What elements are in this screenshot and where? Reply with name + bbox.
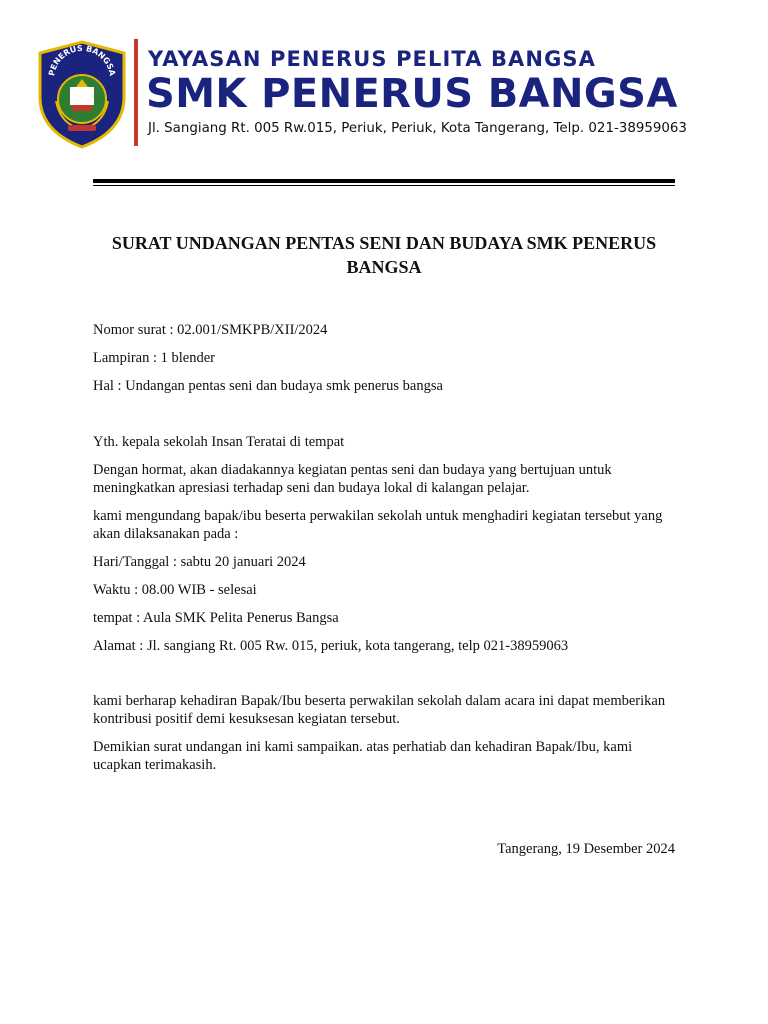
foundation-name: YAYASAN PENERUS PELITA BANGSA xyxy=(148,47,597,71)
letter-attachment: Lampiran : 1 blender xyxy=(93,350,215,366)
place-date: Tangerang, 19 Desember 2024 xyxy=(497,841,675,857)
event-address: Alamat : Jl. sangiang Rt. 005 Rw. 015, periuk, kota tangerang, telp 021-38959063 xyxy=(93,638,569,654)
letter-recipient: Yth. kepala sekolah Insan Teratai di tempat xyxy=(93,434,345,450)
event-time: Waktu : 08.00 WIB - selesai xyxy=(93,582,257,598)
school-logo xyxy=(36,39,128,149)
letter-closing: Demikian surat undangan ini kami sampaikan. atas perhatiab dan kehadiran Bapak/Ibu, kami ucapkan terimakasih. xyxy=(93,739,633,773)
header-rule xyxy=(93,179,675,183)
letter-subject: Hal : Undangan pentas seni dan budaya smk penerus bangsa xyxy=(93,378,443,394)
event-venue: tempat : Aula SMK Pelita Penerus Bangsa xyxy=(93,610,339,626)
svg-text:PENERUS BANGSA: PENERUS BANGSA xyxy=(47,43,117,77)
letterhead-divider xyxy=(134,39,138,146)
letter-number: Nomor surat : 02.001/SMKPB/XII/2024 xyxy=(93,322,328,338)
letter-title: SURAT UNDANGAN PENTAS SENI DAN BUDAYA SMK PENERUS BANGSA xyxy=(111,233,657,277)
letter-invitation: kami mengundang bapak/ibu beserta perwakilan sekolah untuk menghadiri kegiatan tersebut yang akan dilaksanakan pada : xyxy=(93,508,663,542)
letter-hope: kami berharap kehadiran Bapak/Ibu beserta perwakilan sekolah dalam acara ini dapat memberikan kontribusi positif demi kesuksesan kegiatan tersebut. xyxy=(93,693,666,727)
event-date: Hari/Tanggal : sabtu 20 januari 2024 xyxy=(93,554,306,570)
header-rule-thin xyxy=(93,185,675,186)
school-name: SMK PENERUS BANGSA xyxy=(146,71,678,117)
school-address: Jl. Sangiang Rt. 005 Rw.015, Periuk, Periuk, Kota Tangerang, Telp. 021-38959063 xyxy=(148,121,687,136)
letter-opening: Dengan hormat, akan diadakannya kegiatan pentas seni dan budaya yang bertujuan untuk meningkatkan apresiasi terhadap seni dan budaya lokal di kalangan pelajar. xyxy=(93,462,612,496)
